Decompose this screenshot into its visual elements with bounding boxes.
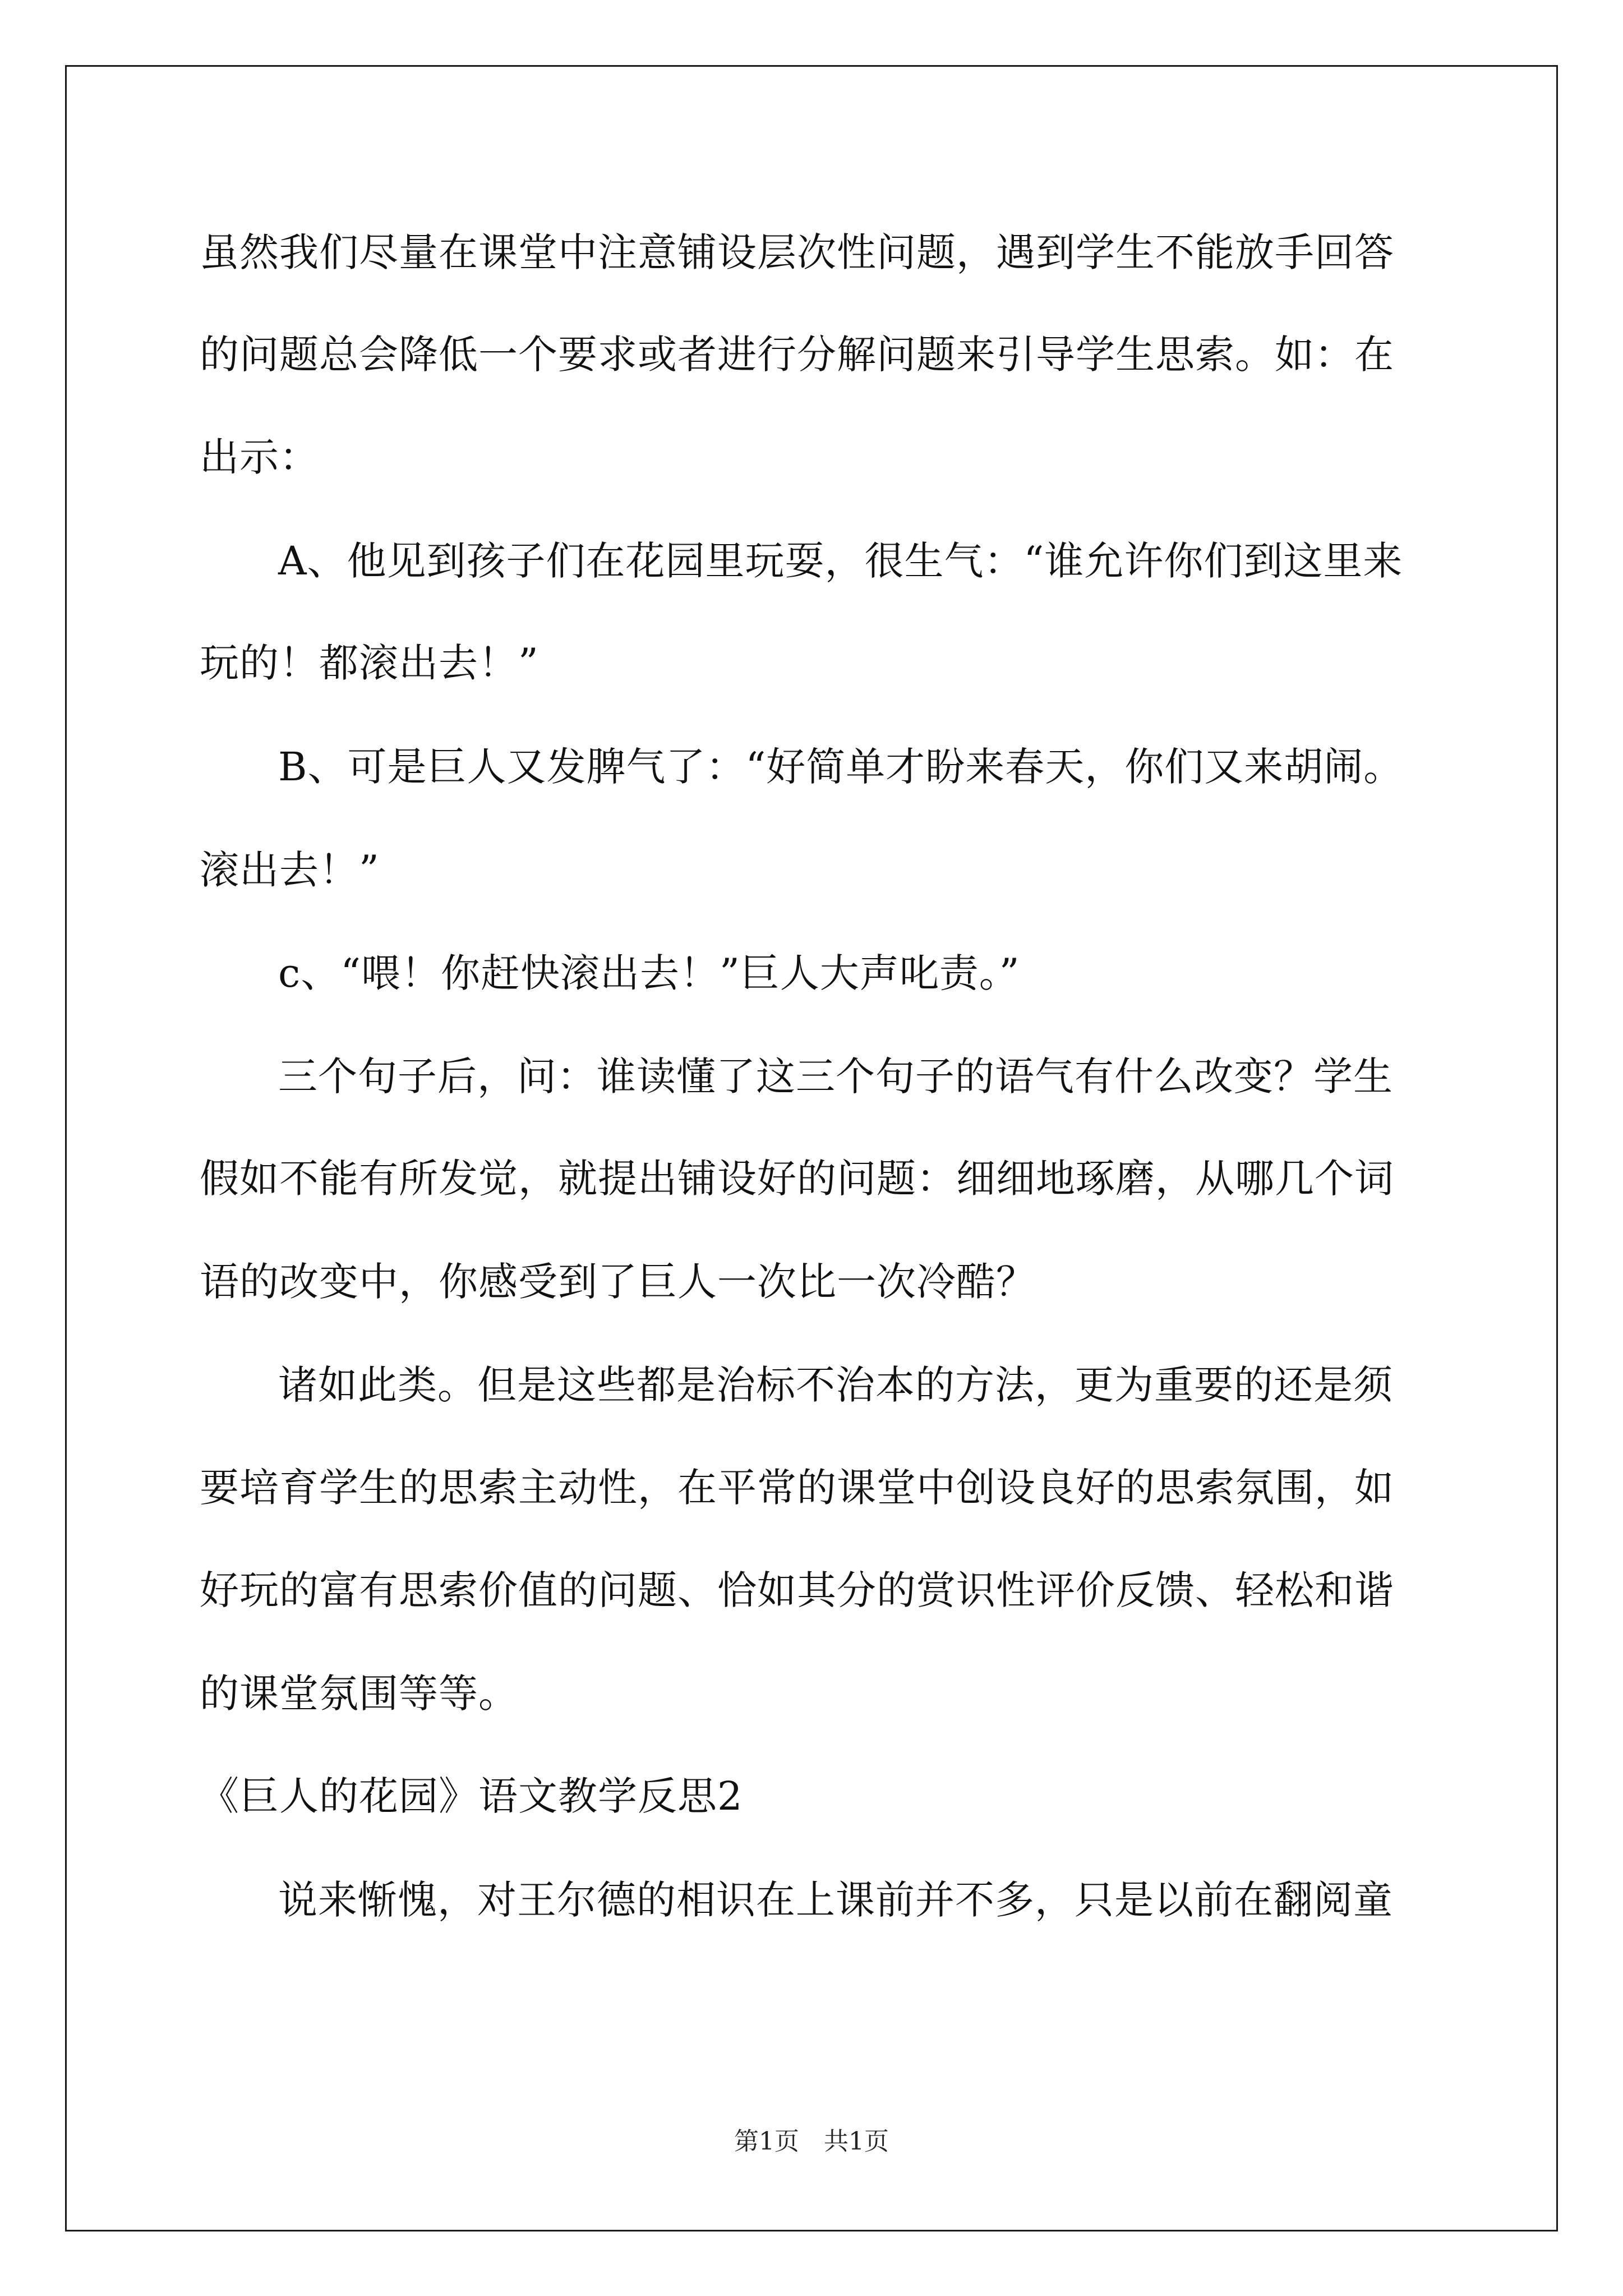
text-line: 出示： [200, 434, 319, 480]
page-footer: 第1页 共1页 [734, 2127, 889, 2156]
text-line: c、“喂！你赶快滚出去！”巨人大声叱责。” [278, 950, 1020, 996]
text-line: 三个句子后，问：谁读懂了这三个句子的语气有什么改变？学生 [278, 1053, 1393, 1099]
text-line: A、他见到孩子们在花园里玩耍，很生气：“谁允许你们到这里来 [278, 538, 1403, 584]
text-line: 要培育学生的思索主动性，在平常的课堂中创设良好的思索氛围，如 [200, 1465, 1394, 1511]
text-line: B、可是巨人又发脾气了：“好简单才盼来春天，你们又来胡闹。 [278, 744, 1404, 790]
section-heading: 《巨人的花园》语文教学反思2 [200, 1773, 743, 1819]
text-line: 的问题总会降低一个要求或者进行分解问题来引导学生思索。如：在 [200, 332, 1394, 378]
text-line: 滚出去！” [200, 847, 380, 893]
text-line: 玩的！都滚出去！” [200, 640, 539, 686]
text-line: 语的改变中，你感受到了巨人一次比一次冷酷？ [200, 1259, 1036, 1305]
text-line: 说来惭愧，对王尔德的相识在上课前并不多，只是以前在翻阅童 [278, 1877, 1393, 1923]
text-line: 诸如此类。但是这些都是治标不治本的方法，更为重要的还是须 [278, 1362, 1393, 1408]
text-line: 的课堂氛围等等。 [200, 1671, 518, 1717]
text-line: 虽然我们尽量在课堂中注意铺设层次性问题，遇到学生不能放手回答 [200, 229, 1394, 275]
text-line: 假如不能有所发觉，就提出铺设好的问题：细细地琢磨，从哪几个词 [200, 1156, 1394, 1202]
text-line: 好玩的富有思索价值的问题、恰如其分的赏识性评价反馈、轻松和谐 [200, 1567, 1394, 1613]
